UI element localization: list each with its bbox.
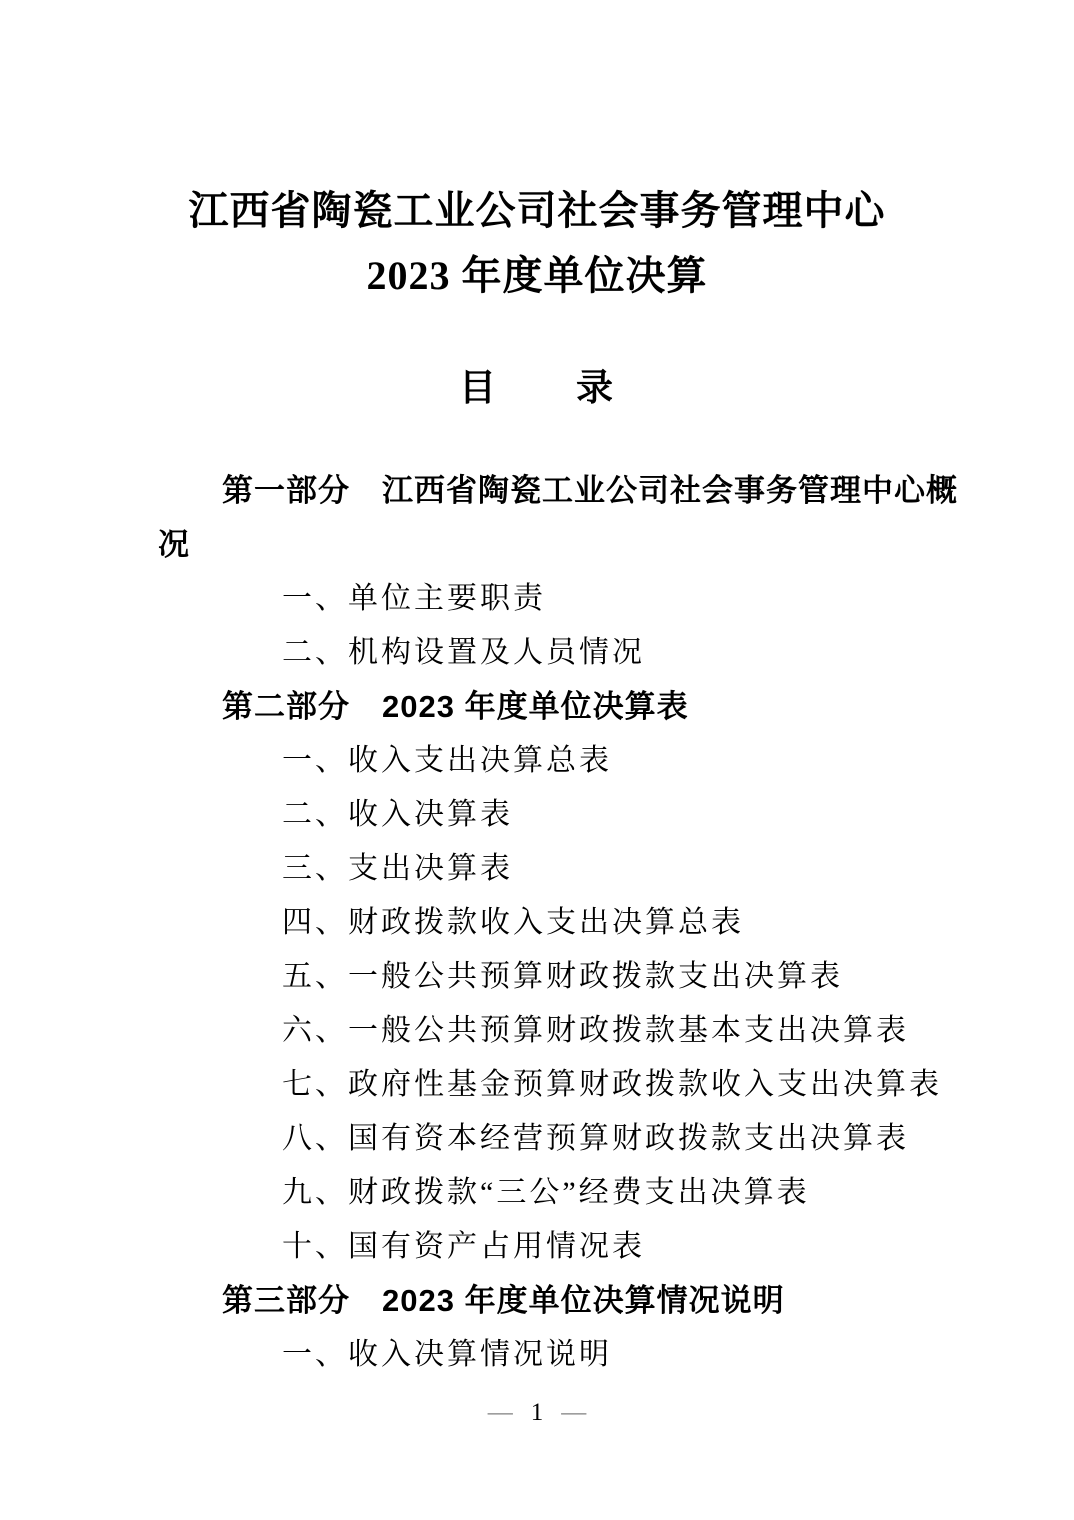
- footer-page-number: 1: [530, 1399, 544, 1426]
- toc-section-1-heading: 第一部分 江西省陶瓷工业公司社会事务管理中心概: [222, 473, 958, 508]
- document-title: [158, 178, 916, 308]
- toc-item: 二、机构设置及人员情况: [282, 636, 645, 669]
- document-title-line1: 江西省陶瓷工业公司社会事务管理中心: [188, 188, 886, 233]
- toc-item: 五、一般公共预算财政拨款支出决算表: [282, 960, 843, 993]
- toc-item: 四、财政拨款收入支出决算总表: [282, 906, 744, 939]
- toc-list: [158, 464, 958, 1382]
- toc-item: 八、国有资本经营预算财政拨款支出决算表: [282, 1122, 909, 1155]
- footer-dash-left: —: [487, 1399, 513, 1426]
- page-footer: [0, 1398, 1074, 1428]
- toc-item: 二、收入决算表: [282, 798, 513, 831]
- toc-section-2-heading: 第二部分 2023 年度单位决算表: [222, 689, 689, 724]
- toc-item: 三、支出决算表: [282, 852, 513, 885]
- toc-section-1-heading-wrap: 况: [158, 527, 190, 562]
- toc-item: 一、收入支出决算总表: [282, 744, 612, 777]
- toc-item: 七、政府性基金预算财政拨款收入支出决算表: [282, 1068, 942, 1101]
- toc-item: 九、财政拨款“三公”经费支出决算表: [282, 1176, 810, 1209]
- toc-section-3-heading: 第三部分 2023 年度单位决算情况说明: [222, 1283, 785, 1318]
- document-content: [0, 178, 1074, 1382]
- toc-item: 十、国有资产占用情况表: [282, 1230, 645, 1263]
- footer-dash-right: —: [561, 1399, 587, 1426]
- toc-item: 一、收入决算情况说明: [282, 1338, 612, 1371]
- toc-item: 六、一般公共预算财政拨款基本支出决算表: [282, 1014, 909, 1047]
- document-title-line2: 2023 年度单位决算: [366, 253, 708, 298]
- toc-item: 一、单位主要职责: [282, 582, 546, 615]
- toc-heading: 目 录: [459, 368, 615, 409]
